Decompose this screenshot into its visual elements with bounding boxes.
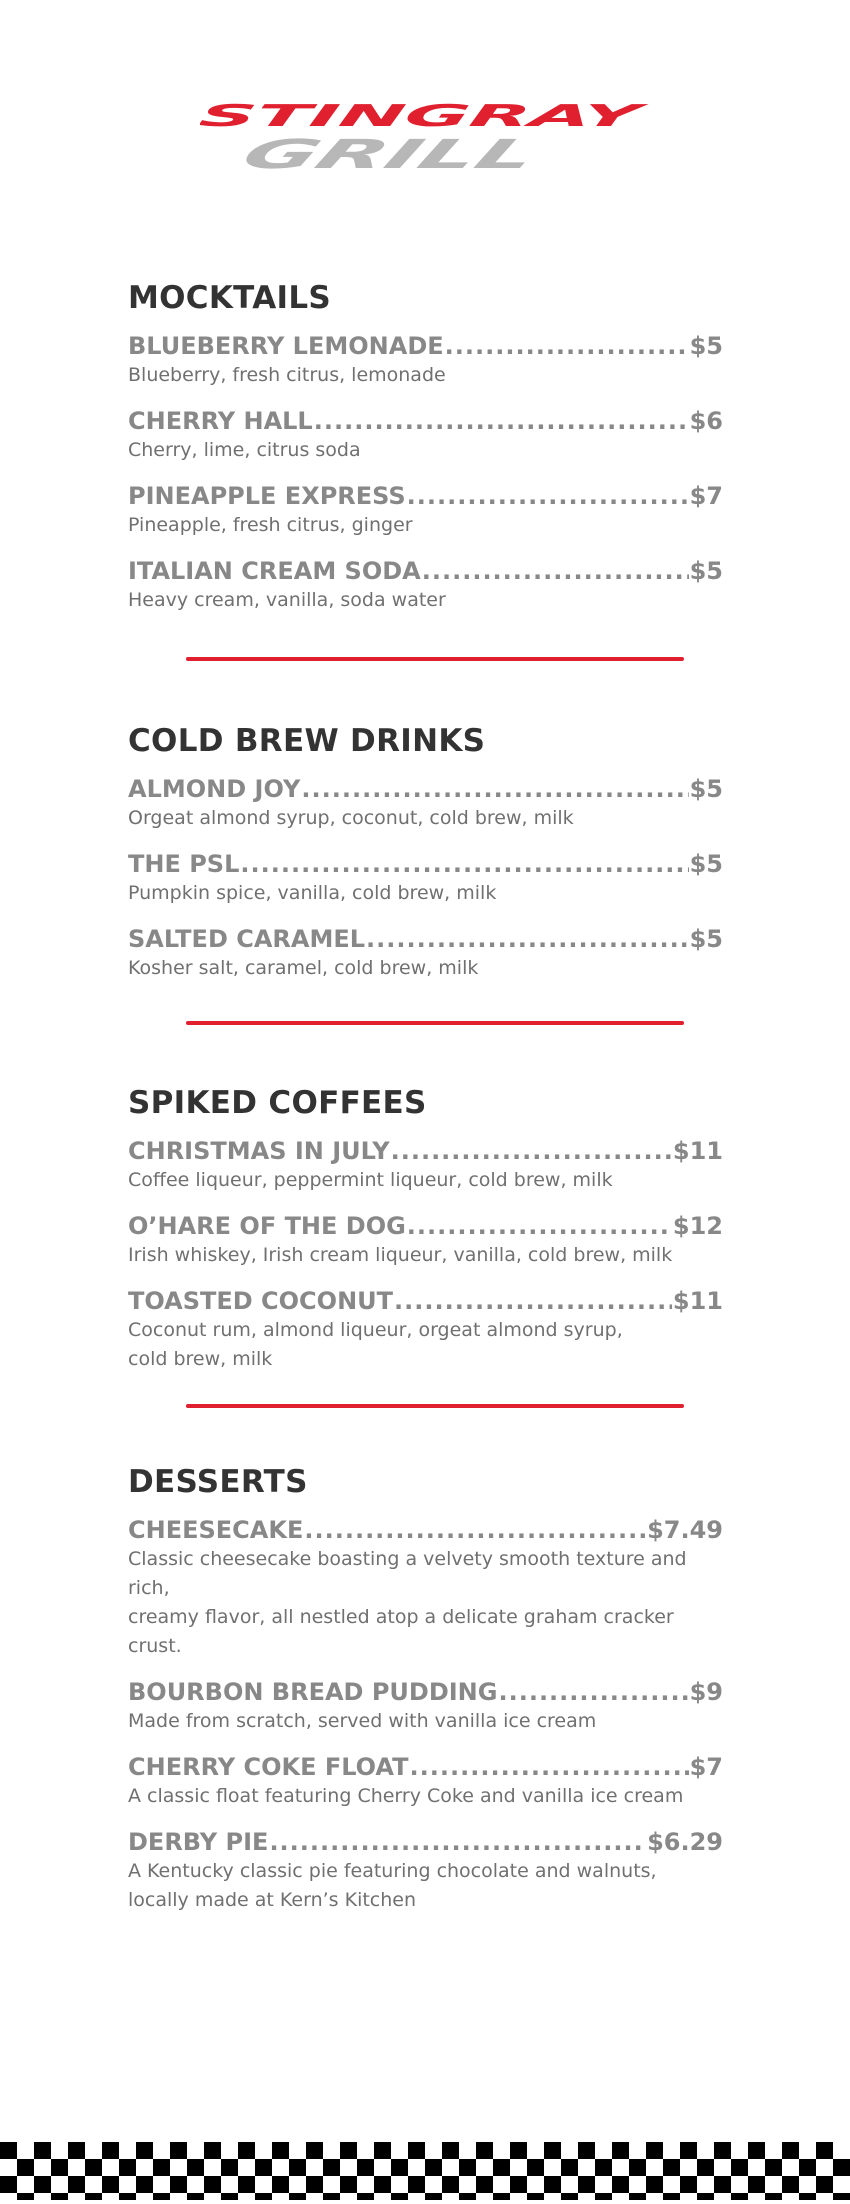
item-name: ITALIAN CREAM SODA [128, 557, 421, 585]
menu-item [128, 775, 728, 833]
item-description: cold brew, milk [128, 1348, 273, 1370]
section-divider [186, 657, 684, 661]
item-description: Pumpkin spice, vanilla, cold brew, milk [128, 882, 497, 904]
item-name: ALMOND JOY [128, 775, 301, 803]
item-price: $7.49 [647, 1516, 723, 1544]
item-price: $11 [672, 1287, 723, 1315]
item-description: Heavy cream, vanilla, soda water [128, 589, 446, 611]
item-description: Pineapple, fresh citrus, ginger [128, 514, 413, 536]
item-description: Kosher salt, caramel, cold brew, milk [128, 957, 479, 979]
menu-item [128, 1516, 728, 1661]
item-price: $7 [689, 482, 723, 510]
item-description: locally made at Kern’s Kitchen [128, 1889, 417, 1911]
section-divider [186, 1021, 684, 1025]
item-price: $7 [689, 1753, 723, 1781]
logo-grill-text: GRILL [234, 130, 386, 178]
menu-item [128, 1137, 728, 1195]
item-name: THE PSL [128, 850, 240, 878]
logo-stingray-text: STINGRAY [200, 99, 371, 134]
menu-item [128, 1828, 728, 1915]
menu-item [128, 1753, 728, 1811]
item-price: $12 [672, 1212, 723, 1240]
item-name: CHRISTMAS IN JULY [128, 1137, 390, 1165]
menu-item [128, 332, 728, 390]
item-price: $5 [689, 850, 723, 878]
section-divider [186, 1404, 684, 1408]
section-desserts [128, 1464, 728, 1915]
menu-item [128, 407, 728, 465]
item-price: $5 [689, 332, 723, 360]
section-spiked-coffees [128, 1085, 728, 1374]
item-name: CHERRY HALL [128, 407, 313, 435]
section-title: SPIKED COFFEES [128, 1085, 427, 1121]
section-title: COLD BREW DRINKS [128, 723, 486, 759]
item-description: creamy flavor, all nestled atop a delicate graham cracker crust. [128, 1606, 674, 1657]
item-price: $5 [689, 775, 723, 803]
item-description: Orgeat almond syrup, coconut, cold brew, milk [128, 807, 574, 829]
item-description: Coffee liqueur, peppermint liqueur, cold brew, milk [128, 1169, 613, 1191]
item-name: O’HARE OF THE DOG [128, 1212, 406, 1240]
section-title: MOCKTAILS [128, 280, 332, 316]
item-price: $5 [689, 925, 723, 953]
item-name: BOURBON BREAD PUDDING [128, 1678, 498, 1706]
item-name: TOASTED COCONUT [128, 1287, 394, 1315]
menu-item [128, 1287, 728, 1374]
menu-item [128, 925, 728, 983]
item-name: PINEAPPLE EXPRESS [128, 482, 406, 510]
item-description: A classic float featuring Cherry Coke and vanilla ice cream [128, 1785, 684, 1807]
menu-item [128, 1212, 728, 1270]
checkered-flag-border [0, 2142, 850, 2200]
item-name: BLUEBERRY LEMONADE [128, 332, 444, 360]
item-name: SALTED CARAMEL [128, 925, 366, 953]
item-description: Cherry, lime, citrus soda [128, 439, 361, 461]
item-price: $5 [689, 557, 723, 585]
item-price: $11 [672, 1137, 723, 1165]
item-description: Classic cheesecake boasting a velvety smooth texture and rich, [128, 1548, 687, 1599]
item-name: DERBY PIE [128, 1828, 269, 1856]
item-description: Blueberry, fresh citrus, lemonade [128, 364, 446, 386]
menu-item [128, 482, 728, 540]
menu-item [128, 1678, 728, 1736]
item-description: A Kentucky classic pie featuring chocolate and walnuts, [128, 1860, 657, 1882]
stingray-grill-logo [200, 90, 650, 180]
menu-content [128, 280, 728, 1932]
item-description: Coconut rum, almond liqueur, orgeat almond syrup, [128, 1319, 623, 1341]
item-name: CHEESECAKE [128, 1516, 304, 1544]
item-price: $6.29 [647, 1828, 723, 1856]
item-price: $6 [689, 407, 723, 435]
item-name: CHERRY COKE FLOAT [128, 1753, 409, 1781]
item-price: $9 [689, 1678, 723, 1706]
section-cold-brew-drinks [128, 723, 728, 983]
item-description: Irish whiskey, Irish cream liqueur, vanilla, cold brew, milk [128, 1244, 673, 1266]
menu-item [128, 850, 728, 908]
menu-item [128, 557, 728, 615]
section-title: DESSERTS [128, 1464, 308, 1500]
section-mocktails [128, 280, 728, 615]
item-description: Made from scratch, served with vanilla ice cream [128, 1710, 597, 1732]
